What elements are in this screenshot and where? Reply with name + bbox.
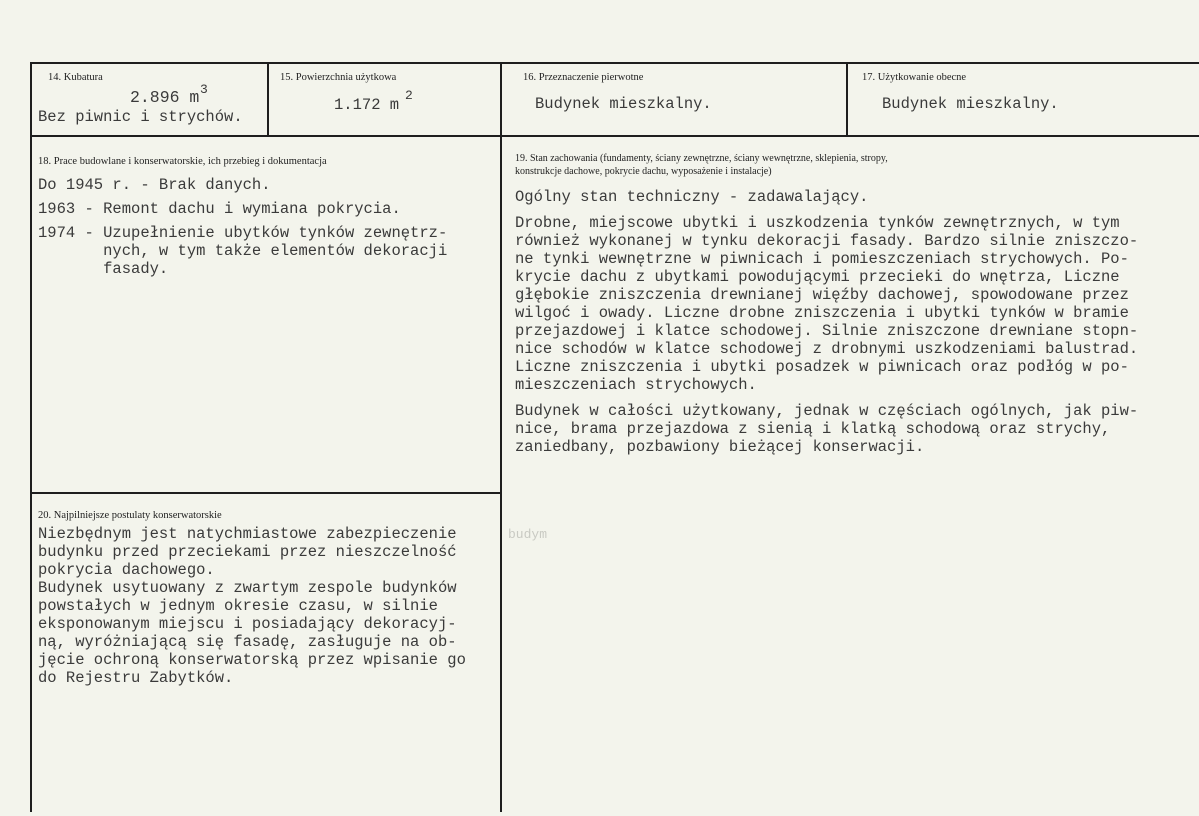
section-17-value: Budynek mieszkalny. [882, 95, 1059, 113]
section-15-value: 1.172 m [334, 96, 400, 114]
section-19-line: zaniedbany, pozbawiony bieżącej konserwacji. [515, 438, 925, 456]
section-20-line: pokrycia dachowego. [38, 561, 215, 579]
left-border [30, 62, 32, 812]
section-19-line: głębokie zniszczenia drewnianej więźby dachowej, spowodowane przez [515, 286, 1129, 304]
section-15-label: 15. Powierzchnia użytkowa [280, 72, 397, 83]
section-16-value: Budynek mieszkalny. [535, 95, 712, 113]
section-18-line: 1974 - Uzupełnienie ubytków tynków zewnętrz- [38, 224, 448, 242]
section-19-line: również wykonanej w tynku dekoracji fasady. Bardzo silnie zniszczo- [515, 232, 1139, 250]
section-19-line: nice, brama przejazdowa z sienią i klatką schodową oraz strychy, [515, 420, 1111, 438]
section-20-line: powstałych w jednym okresie czasu, w silnie [38, 597, 438, 615]
section-20-line: ną, wyróżniającą się fasadę, zasługuje na ob- [38, 633, 457, 651]
col-divider-14-15 [267, 62, 269, 136]
section-18-line: Do 1945 r. - Brak danych. [38, 176, 271, 194]
faint-overflow-text: budym [508, 527, 548, 542]
col-divider-main [500, 62, 502, 812]
section-18-line: fasady. [38, 260, 169, 278]
section-19-line: krycie dachu z ubytkami powodującymi przecieki do wnętrza, Liczne [515, 268, 1120, 286]
section-19-line: Ogólny stan techniczny - zadawalający. [515, 188, 869, 206]
section-20-line: do Rejestru Zabytków. [38, 669, 234, 687]
row-divider-1 [30, 135, 1199, 137]
col-divider-16-17 [846, 62, 848, 136]
section-19-line: ne tynki wewnętrzne w piwnicach i pomieszczeniach strychowych. Po- [515, 250, 1129, 268]
section-17-label: 17. Użytkowanie obecne [862, 72, 967, 83]
section-19-line: nice schodów w klatce schodowej z drobnymi uszkodzeniami balustrad. [515, 340, 1139, 358]
section-14-exponent: 3 [200, 82, 208, 97]
section-15-exponent: 2 [405, 88, 413, 103]
section-19-line: mieszczeniach strychowych. [515, 376, 757, 394]
section-20-line: Budynek usytuowany z zwartym zespole budynków [38, 579, 457, 597]
section-18-line: nych, w tym także elementów dekoracji [38, 242, 448, 260]
section-18-label: 18. Prace budowlane i konserwatorskie, ich przebieg i dokumentacja [38, 156, 327, 167]
section-14-label: 14. Kubatura [48, 72, 103, 83]
section-18-line: 1963 - Remont dachu i wymiana pokrycia. [38, 200, 401, 218]
section-19-line: Drobne, miejscowe ubytki i uszkodzenia tynków zewnętrznych, w tym [515, 214, 1120, 232]
section-19-label-cont: konstrukcje dachowe, pokrycie dachu, wyposażenie i instalacje) [515, 166, 772, 177]
section-20-label: 20. Najpilniejsze postulaty konserwatorskie [38, 510, 222, 521]
section-14-value: 2.896 m [130, 88, 200, 107]
section-20-line: Niezbędnym jest natychmiastowe zabezpieczenie [38, 525, 457, 543]
section-14-note: Bez piwnic i strychów. [38, 108, 243, 126]
section-20-line: eksponowanym miejscu i posiadający dekoracyj- [38, 615, 457, 633]
top-border [30, 62, 1199, 64]
row-divider-2 [30, 492, 501, 494]
section-20-line: jęcie ochroną konserwatorską przez wpisanie go [38, 651, 466, 669]
section-19-line: Liczne zniszczenia i ubytki posadzek w piwnicach oraz podłóg w po- [515, 358, 1129, 376]
section-19-line: przejazdowej i klatce schodowej. Silnie zniszczone drewniane stopn- [515, 322, 1139, 340]
section-20-line: budynku przed przeciekami przez nieszczelność [38, 543, 457, 561]
section-19-line: wilgoć i owady. Liczne drobne zniszczenia i ubytki tynków w bramie [515, 304, 1129, 322]
section-16-label: 16. Przeznaczenie pierwotne [523, 72, 644, 83]
section-19-label: 19. Stan zachowania (fundamenty, ściany zewnętrzne, ściany wewnętrzne, sklepienia, stropy, [515, 153, 888, 164]
section-19-line: Budynek w całości użytkowany, jednak w częściach ogólnych, jak piw- [515, 402, 1139, 420]
